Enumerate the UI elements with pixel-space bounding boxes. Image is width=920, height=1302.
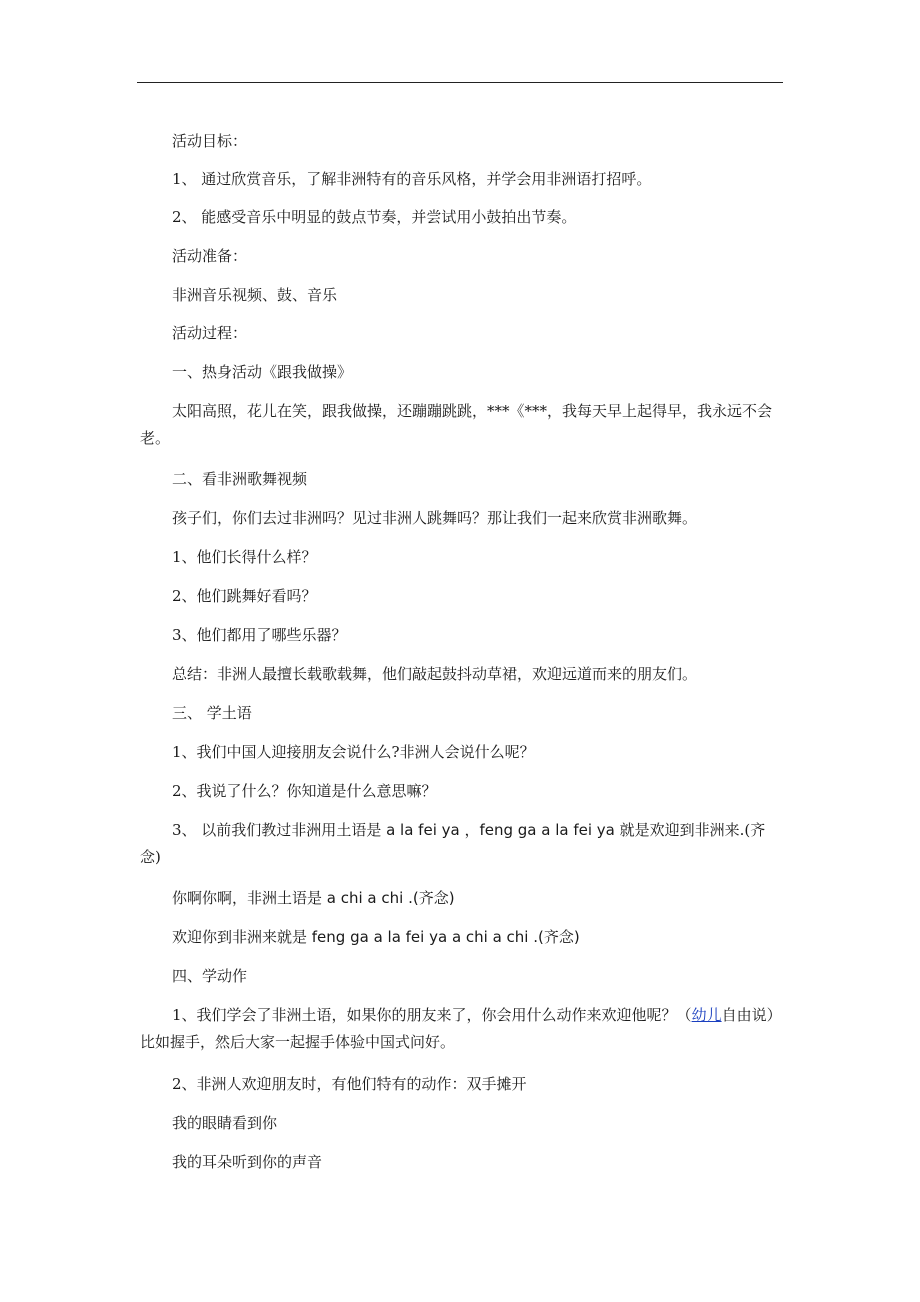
goal-item-2: 2、 能感受音乐中明显的鼓点节奏，并尝试用小鼓拍出节奏。 bbox=[172, 208, 577, 226]
step3-line-3 bbox=[140, 924, 814, 951]
step4-q1-text-a: 1、我们学会了非洲土语，如果你的朋友来了，你会用什么动作来欢迎他呢？（ bbox=[172, 1006, 692, 1024]
step3-q3-phrase: a la fei ya ，feng ga a la fei ya bbox=[386, 821, 620, 839]
step2-intro: 孩子们，你们去过非洲吗？见过非洲人跳舞吗？那让我们一起来欣赏非洲歌舞。 bbox=[172, 509, 698, 527]
step4-question-1 bbox=[140, 1002, 782, 1056]
step4-line-2: 我的耳朵听到你的声音 bbox=[172, 1153, 323, 1171]
step2-summary: 总结：非洲人最擅长载歌载舞，他们敲起鼓抖动草裙，欢迎远道而来的朋友们。 bbox=[172, 665, 698, 683]
step3-question-3 bbox=[140, 817, 782, 871]
step3-line2-phrase: a chi a chi .(齐念) bbox=[326, 889, 455, 907]
process-heading: 活动过程： bbox=[172, 324, 248, 342]
step3-title: 三、 学土语 bbox=[172, 704, 252, 722]
step1-text: 太阳高照，花儿在笑，跟我做操，还蹦蹦跳跳，***《***，我每天早上起得早，我永远不会老。 bbox=[140, 402, 773, 447]
step4-line-1: 我的眼睛看到你 bbox=[172, 1114, 278, 1132]
step3-question-2: 2、我说了什么？你知道是什么意思嘛？ bbox=[172, 782, 437, 800]
goal-heading: 活动目标： bbox=[172, 132, 248, 150]
step3-line3-text: 欢迎你到非洲来就是 bbox=[172, 928, 312, 946]
step4-question-2: 2、非洲人欢迎朋友时，有他们特有的动作：双手摊开 bbox=[172, 1075, 527, 1093]
prep-heading: 活动准备： bbox=[172, 247, 248, 265]
step4-title: 四、学动作 bbox=[172, 967, 248, 985]
step3-question-1: 1、我们中国人迎接朋友会说什么?非洲人会说什么呢？ bbox=[172, 743, 535, 761]
header-rule bbox=[137, 82, 783, 83]
step1-title: 一、热身活动《跟我做操》 bbox=[172, 363, 353, 381]
step3-line3-phrase: feng ga a la fei ya a chi a chi .(齐念) bbox=[311, 928, 580, 946]
step3-q3-text-a: 3、 以前我们教过非洲用土语是 bbox=[172, 821, 387, 839]
step2-question-1: 1、他们长得什么样？ bbox=[172, 548, 317, 566]
goal-item-1: 1、 通过欣赏音乐，了解非洲特有的音乐风格，并学会用非洲语打招呼。 bbox=[172, 170, 652, 188]
step4-q1-text-b: 自由说）比如握手，然后大家一起握手体验中国式问好。 bbox=[140, 1006, 782, 1051]
prep-items: 非洲音乐视频、鼓、音乐 bbox=[172, 286, 338, 304]
step3-line2-text: 你啊你啊，非洲土语是 bbox=[172, 889, 327, 907]
step2-question-2: 2、他们跳舞好看吗？ bbox=[172, 587, 317, 605]
step2-question-3: 3、他们都用了哪些乐器？ bbox=[172, 626, 347, 644]
step3-line-2 bbox=[140, 885, 814, 912]
children-link[interactable]: 幼儿 bbox=[691, 1006, 722, 1024]
step3-q3-text-c: 就是欢迎到非洲来 bbox=[619, 821, 740, 839]
step2-title: 二、看非洲歌舞视频 bbox=[172, 470, 308, 488]
step3-q3-text-d: .(齐念) bbox=[140, 821, 766, 866]
